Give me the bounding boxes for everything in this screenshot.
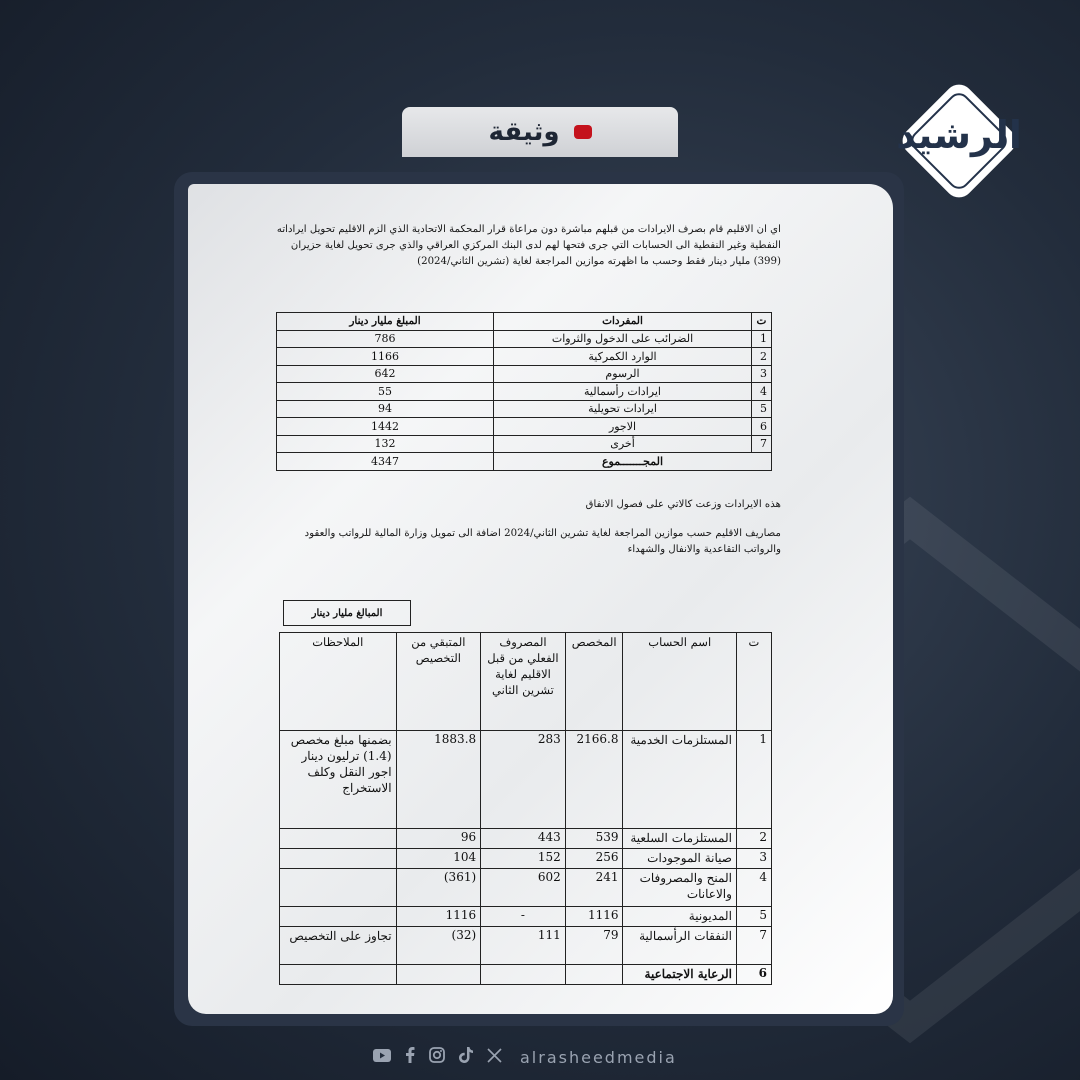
header-account-name: اسم الحساب <box>623 633 736 731</box>
table-row <box>277 400 772 418</box>
table-row <box>280 731 772 829</box>
row-allocation: 2166.8 <box>565 731 623 829</box>
amounts-unit-label: المبالغ مليار دينار <box>283 600 411 626</box>
header-amount: المبلغ مليار دينار <box>277 313 494 331</box>
row-idx: 7 <box>736 927 771 965</box>
row-idx: 1 <box>752 330 772 348</box>
table-row <box>280 927 772 965</box>
row-remaining <box>396 965 481 985</box>
document-label-text: وثيقة <box>488 117 560 147</box>
footer-bar <box>373 1044 677 1070</box>
row-item: ايرادات تحويلية <box>494 400 752 418</box>
logo-text: الرشيد <box>896 113 1022 157</box>
row-amount: 786 <box>277 330 494 348</box>
row-idx: 3 <box>752 365 772 383</box>
row-idx: 7 <box>752 435 772 453</box>
row-amount: 94 <box>277 400 494 418</box>
row-remaining: 96 <box>396 829 481 849</box>
row-idx: 5 <box>752 400 772 418</box>
row-spent: 283 <box>481 731 566 829</box>
row-remaining: 104 <box>396 849 481 869</box>
row-idx: 3 <box>736 849 771 869</box>
intro-paragraph: اي ان الاقليم قام بصرف الايرادات من قبلهم مباشرة دون مراعاة قرار المحكمة الاتحادية الذي الزم الاقليم تحويل ايراداته النفطية وغير النفطية الى الحسابات التي جرى فتحها لهم لدى البنك المركزي العراقي والذي جرى تحويل لغاية حزيران (399) مليار دينار فقط وحسب ما اظهرته موازين المراجعة لغاية (تشرين الثاني/2024) <box>276 224 781 267</box>
row-account-name: المستلزمات الخدمية <box>623 731 736 829</box>
row-amount: 1166 <box>277 348 494 366</box>
row-allocation <box>565 965 623 985</box>
row-allocation: 79 <box>565 927 623 965</box>
row-item: أخرى <box>494 435 752 453</box>
row-idx: 6 <box>736 965 771 985</box>
facebook-icon[interactable] <box>405 1047 415 1067</box>
table-row <box>277 330 772 348</box>
row-allocation: 1116 <box>565 907 623 927</box>
row-item: الوارد الكمركية <box>494 348 752 366</box>
header-spent: المصروف الفعلي من قبل الاقليم لغاية تشرين الثاني <box>481 633 566 731</box>
row-account-name: صيانة الموجودات <box>623 849 736 869</box>
youtube-icon[interactable] <box>373 1048 391 1066</box>
footer-brand-text: alrasheedmedia <box>520 1047 677 1067</box>
row-remaining: (361) <box>396 869 481 907</box>
row-spent: 111 <box>481 927 566 965</box>
row-amount: 55 <box>277 383 494 401</box>
row-item: الرسوم <box>494 365 752 383</box>
table-row <box>280 907 772 927</box>
row-idx: 4 <box>752 383 772 401</box>
table-row <box>277 418 772 436</box>
table-row <box>277 435 772 453</box>
row-spent: 152 <box>481 849 566 869</box>
row-spent: 602 <box>481 869 566 907</box>
row-allocation: 241 <box>565 869 623 907</box>
row-idx: 2 <box>736 829 771 849</box>
row-idx: 2 <box>752 348 772 366</box>
row-notes: تجاوز على التخصيص <box>280 927 397 965</box>
table-header-row <box>280 633 772 731</box>
table-row <box>280 965 772 985</box>
spending-table <box>279 632 772 985</box>
row-spent: 443 <box>481 829 566 849</box>
table-row <box>277 348 772 366</box>
document-label <box>402 107 678 157</box>
tiktok-icon[interactable] <box>459 1047 473 1067</box>
row-account-name: المديونية <box>623 907 736 927</box>
row-account-name: الرعاية الاجتماعية <box>623 965 736 985</box>
table-row <box>280 869 772 907</box>
row-notes <box>280 849 397 869</box>
row-item: الضرائب على الدخول والثروات <box>494 330 752 348</box>
instagram-icon[interactable] <box>429 1047 445 1067</box>
row-idx: 1 <box>736 731 771 829</box>
total-label: المجـــــــموع <box>494 453 772 471</box>
row-notes <box>280 829 397 849</box>
table-row <box>277 365 772 383</box>
row-account-name: المستلزمات السلعية <box>623 829 736 849</box>
revenue-table <box>276 312 772 471</box>
row-allocation: 539 <box>565 829 623 849</box>
total-amount: 4347 <box>277 453 494 471</box>
header-notes: الملاحظات <box>280 633 397 731</box>
row-remaining: 1116 <box>396 907 481 927</box>
row-notes <box>280 907 397 927</box>
row-remaining: 1883.8 <box>396 731 481 829</box>
x-icon[interactable] <box>487 1048 502 1067</box>
row-notes <box>280 869 397 907</box>
row-item: ايرادات رأسمالية <box>494 383 752 401</box>
row-idx: 4 <box>736 869 771 907</box>
row-allocation: 256 <box>565 849 623 869</box>
table-row <box>277 383 772 401</box>
row-account-name: النفقات الرأسمالية <box>623 927 736 965</box>
red-dot-icon <box>574 125 592 139</box>
table-header-row <box>277 313 772 331</box>
row-amount: 132 <box>277 435 494 453</box>
header-idx: ت <box>752 313 772 331</box>
row-spent <box>481 965 566 985</box>
row-idx: 6 <box>752 418 772 436</box>
total-row <box>277 453 772 471</box>
table-row <box>280 849 772 869</box>
distribution-paragraph: هذه الايرادات وزعت كالاتي على فصول الانفاق <box>585 499 781 510</box>
table-row <box>280 829 772 849</box>
header-idx: ت <box>736 633 771 731</box>
header-allocation: المخصص <box>565 633 623 731</box>
row-idx: 5 <box>736 907 771 927</box>
header-item: المفردات <box>494 313 752 331</box>
expenses-paragraph: مصاريف الاقليم حسب موازين المراجعة لغاية تشرين الثاني/2024 اضافة الى تمويل وزارة المالية للرواتب والعقود والرواتب التقاعدية والانفال والشهداء <box>304 528 781 555</box>
row-amount: 1442 <box>277 418 494 436</box>
row-spent: - <box>481 907 566 927</box>
row-notes <box>280 965 397 985</box>
header-remaining: المتبقي من التخصيص <box>396 633 481 731</box>
row-item: الاجور <box>494 418 752 436</box>
row-notes: بضمنها مبلغ مخصص (1.4) ترليون دينار اجور النقل وكلف الاستخراج <box>280 731 397 829</box>
alrasheed-logo <box>893 75 1025 207</box>
row-remaining: (32) <box>396 927 481 965</box>
row-account-name: المنح والمصروفات والاعانات <box>623 869 736 907</box>
document-paper <box>188 184 893 1014</box>
row-amount: 642 <box>277 365 494 383</box>
